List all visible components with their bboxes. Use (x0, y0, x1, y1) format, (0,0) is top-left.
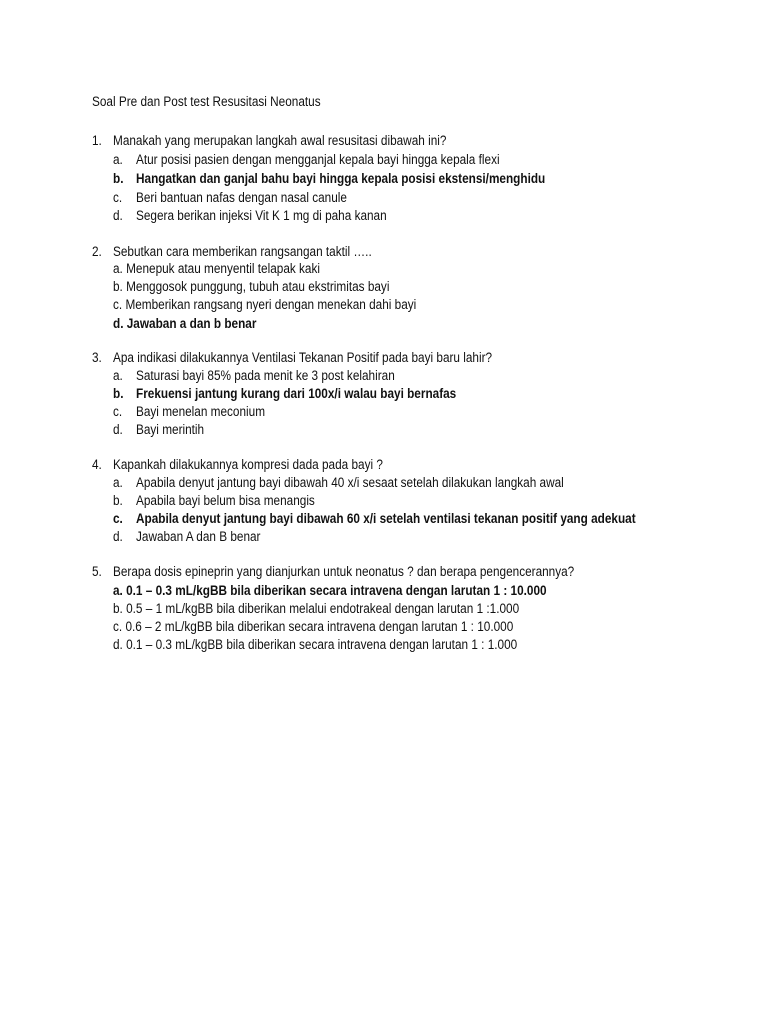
question-2-text: Sebutkan cara memberikan rangsangan taktil ….. (113, 244, 372, 259)
question-3-option-a-letter: a. (113, 368, 123, 383)
question-4-option-c-letter: c. (113, 511, 123, 526)
document-title: Soal Pre dan Post test Resusitasi Neonatus (92, 94, 321, 109)
question-5-number: 5. (92, 564, 102, 579)
question-3-option-c: Bayi menelan meconium (136, 404, 266, 419)
question-1-option-a-letter: a. (113, 152, 123, 167)
question-5-option-a: a. 0.1 – 0.3 mL/kgBB bila diberikan secara intravena dengan larutan 1 : 10.000 (113, 583, 547, 598)
question-3-option-d: Bayi merintih (136, 422, 205, 437)
question-2-number: 2. (92, 244, 102, 259)
question-3-option-c-letter: c. (113, 404, 123, 419)
question-2-option-d: d. Jawaban a dan b benar (113, 316, 257, 331)
question-1-option-c: Beri bantuan nafas dengan nasal canule (136, 190, 347, 205)
question-2-option-a: a. Menepuk atau menyentil telapak kaki (113, 261, 321, 276)
question-1-option-b: Hangatkan dan ganjal bahu bayi hingga kepala posisi ekstensi/menghidu (136, 171, 546, 186)
question-1-option-a: Atur posisi pasien dengan mengganjal kepala bayi hingga kepala flexi (136, 152, 500, 167)
question-3-option-b: Frekuensi jantung kurang dari 100x/i walau bayi bernafas (136, 386, 457, 401)
question-4-number: 4. (92, 457, 102, 472)
question-4-option-a-letter: a. (113, 475, 123, 490)
question-5-option-b: b. 0.5 – 1 mL/kgBB bila diberikan melalui endotrakeal dengan larutan 1 :1.000 (113, 601, 520, 616)
question-5-option-d: d. 0.1 – 0.3 mL/kgBB bila diberikan secara intravena dengan larutan 1 : 1.000 (113, 637, 518, 652)
question-5-text: Berapa dosis epineprin yang dianjurkan untuk neonatus ? dan berapa pengencerannya? (113, 564, 575, 579)
question-3-number: 3. (92, 350, 102, 365)
question-4-option-d: Jawaban A dan B benar (136, 529, 261, 544)
question-3-text: Apa indikasi dilakukannya Ventilasi Tekanan Positif pada bayi baru lahir? (113, 350, 493, 365)
question-1-text: Manakah yang merupakan langkah awal resusitasi dibawah ini? (113, 133, 447, 148)
question-1-option-b-letter: b. (113, 171, 124, 186)
question-4-option-b-letter: b. (113, 493, 123, 508)
question-4-text: Kapankah dilakukannya kompresi dada pada bayi ? (113, 457, 383, 472)
question-1-option-d-letter: d. (113, 208, 123, 223)
question-2-option-c: c. Memberikan rangsang nyeri dengan menekan dahi bayi (113, 297, 417, 312)
question-1-number: 1. (92, 133, 102, 148)
question-3-option-d-letter: d. (113, 422, 123, 437)
question-1-option-d: Segera berikan injeksi Vit K 1 mg di paha kanan (136, 208, 387, 223)
question-3-option-b-letter: b. (113, 386, 124, 401)
question-4-option-b: Apabila bayi belum bisa menangis (136, 493, 315, 508)
question-4-option-d-letter: d. (113, 529, 123, 544)
question-3-option-a: Saturasi bayi 85% pada menit ke 3 post kelahiran (136, 368, 395, 383)
question-5-option-c: c. 0.6 – 2 mL/kgBB bila diberikan secara intravena dengan larutan 1 : 10.000 (113, 619, 514, 634)
question-2-option-b: b. Menggosok punggung, tubuh atau ekstrimitas bayi (113, 279, 390, 294)
question-4-option-c: Apabila denyut jantung bayi dibawah 60 x/i setelah ventilasi tekanan positif yang adekuat (136, 511, 636, 526)
question-4-option-a: Apabila denyut jantung bayi dibawah 40 x/i sesaat setelah dilakukan langkah awal (136, 475, 564, 490)
question-1-option-c-letter: c. (113, 190, 123, 205)
